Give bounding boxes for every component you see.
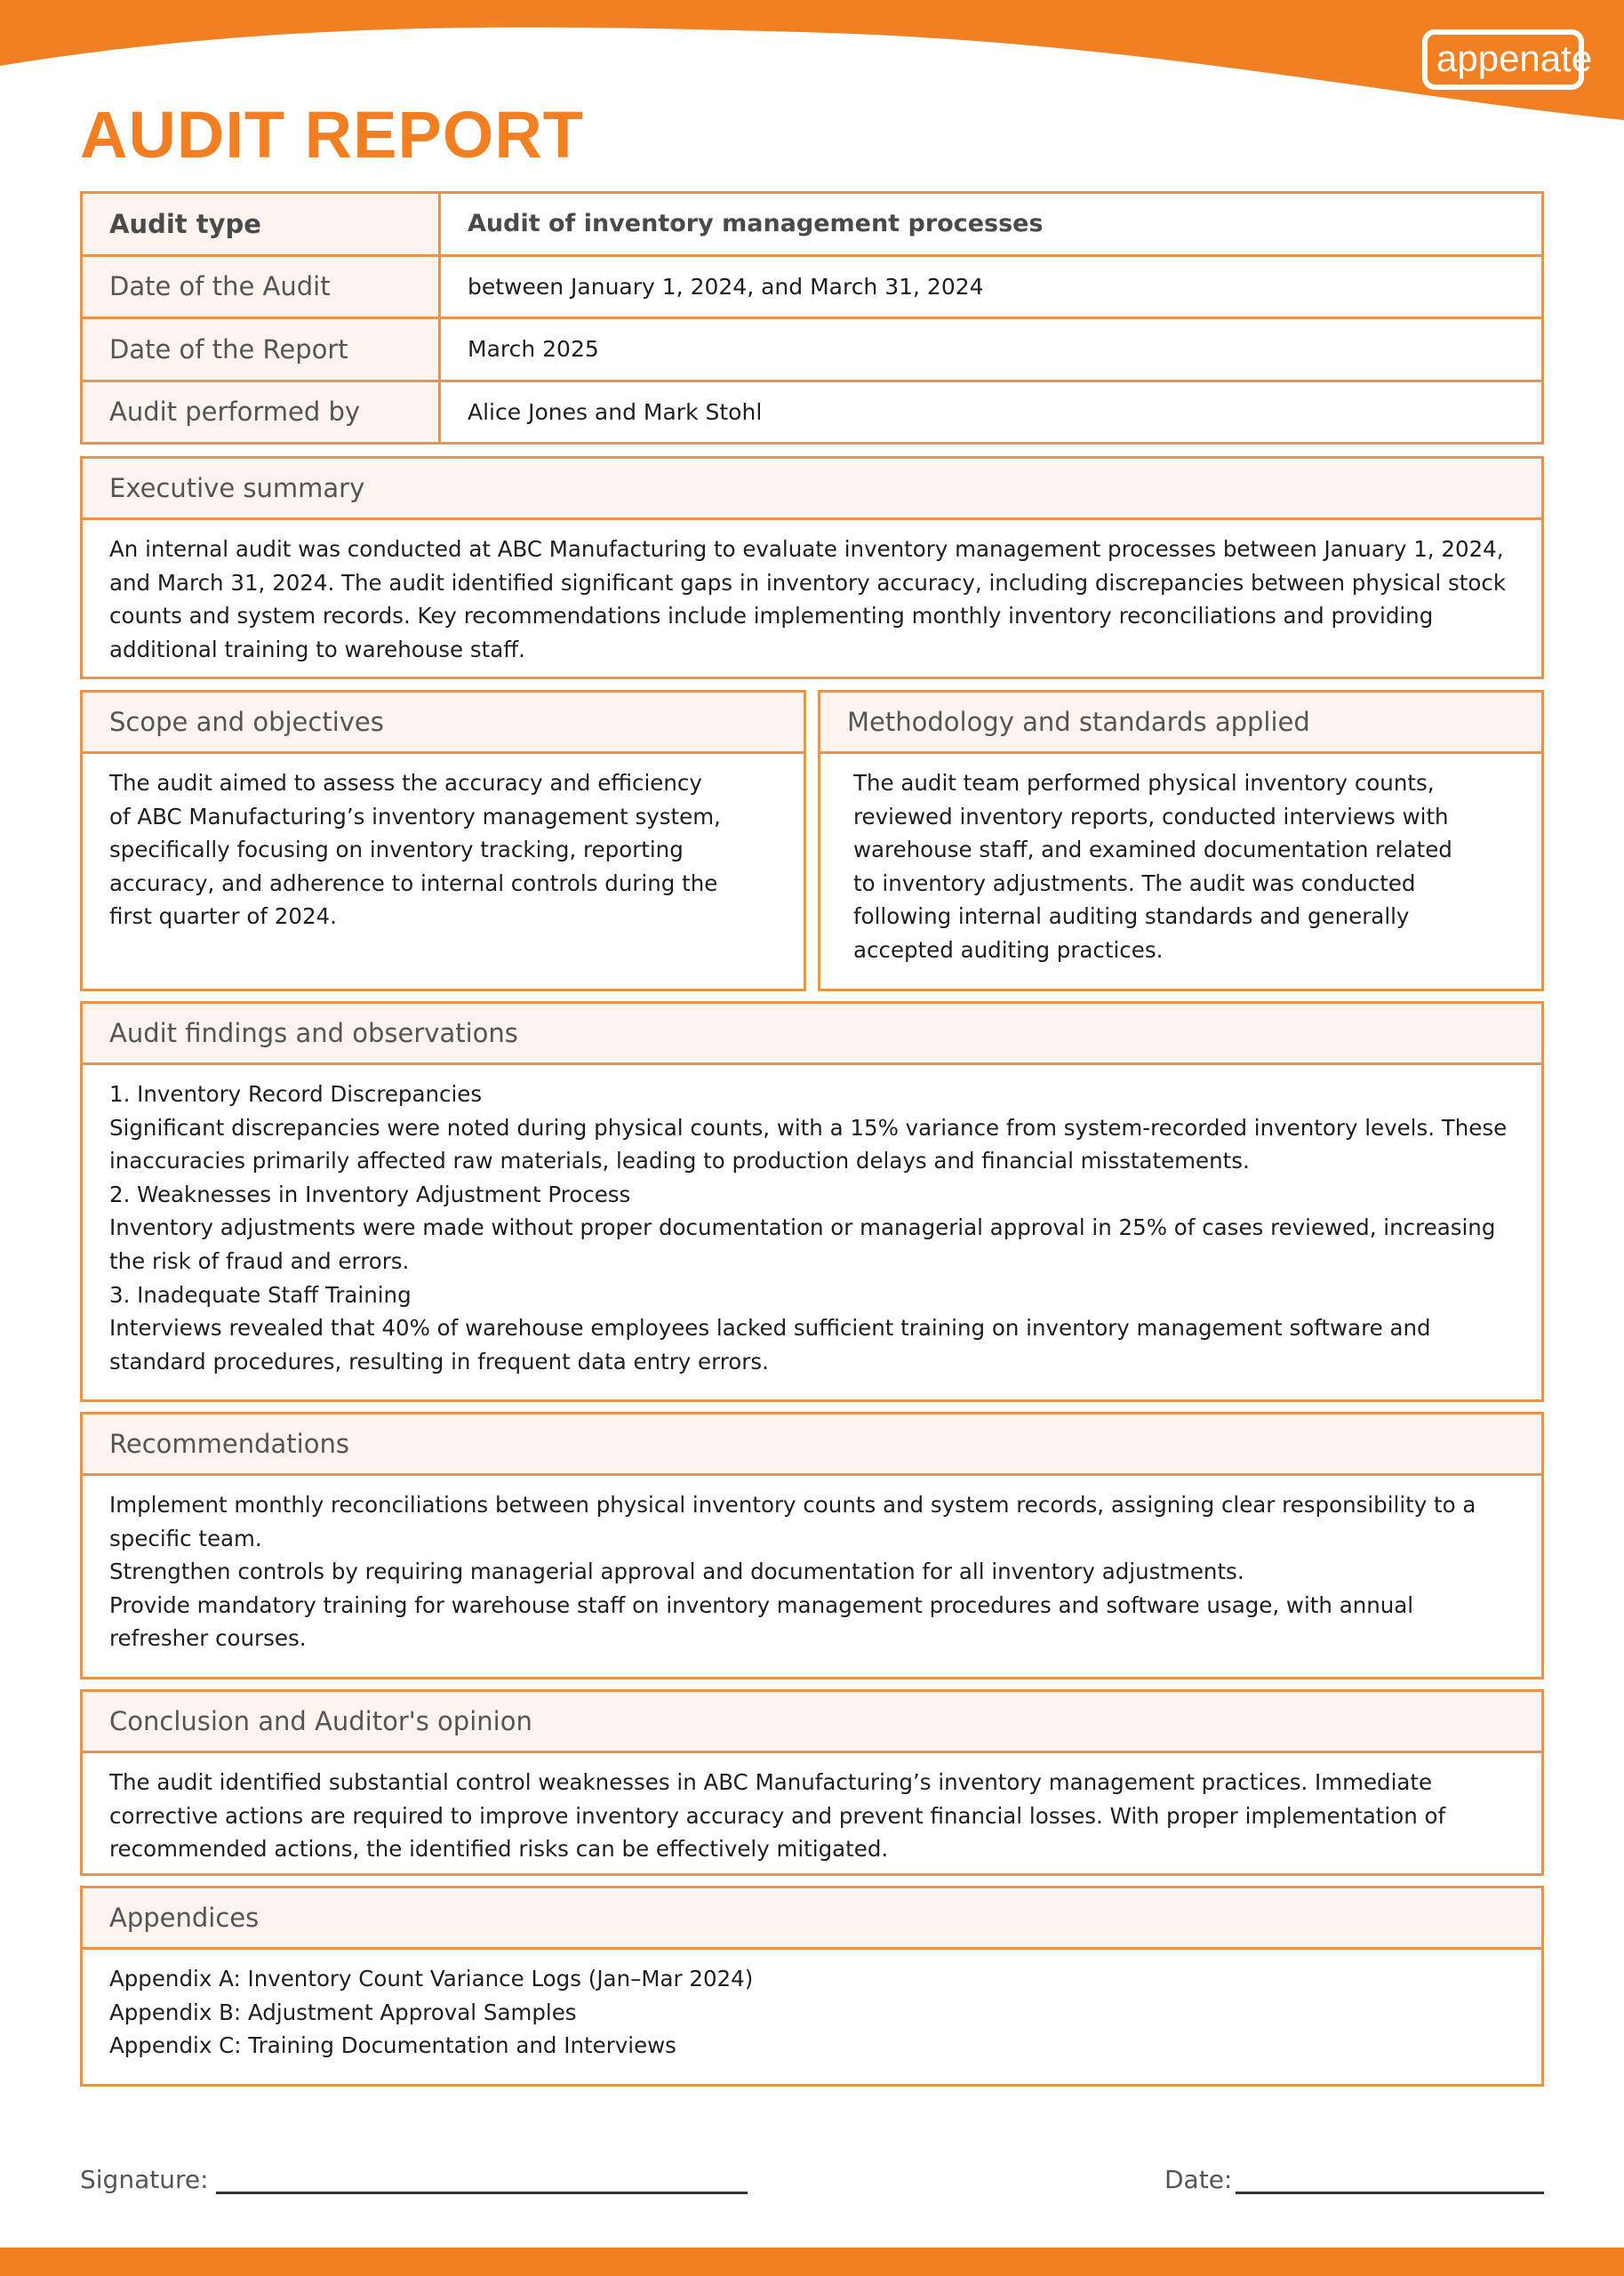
scope-section	[80, 690, 806, 991]
conclusion-text: The audit identified substantial control weaknesses in ABC Manufacturing’s inventory management practices. Immediate corrective actions are required to improve inventory accuracy and prevent financial losses. With proper implementation of recommended actions, the identified risks can be effectively mitigated.	[109, 1769, 1446, 1863]
info-value: March 2025	[468, 336, 599, 363]
appenate-logo: appenate	[1422, 29, 1584, 90]
info-label: Audit performed by	[83, 382, 441, 443]
signature-label: Signature:	[80, 2165, 209, 2194]
recommendation-item: Provide mandatory training for warehouse staff on inventory management procedures and software usage, with annual refresher courses.	[109, 1591, 1414, 1652]
appendix-item: Appendix C: Training Documentation and Interviews	[109, 2032, 676, 2059]
footer-bar	[0, 2248, 1624, 2276]
appendix-item: Appendix B: Adjustment Approval Samples	[109, 1999, 577, 2025]
info-row-report-date	[83, 317, 1541, 380]
info-value: between January 1, 2024, and March 31, 2024	[468, 273, 984, 300]
signature-line[interactable]	[216, 2162, 748, 2194]
info-row-audit-type	[83, 194, 1541, 254]
finding-title: 2. Weaknesses in Inventory Adjustment Process	[109, 1181, 631, 1207]
info-row-audit-date	[83, 254, 1541, 317]
finding-text: Inventory adjustments were made without proper documentation or managerial approval in 25% of cases reviewed, increasing the risk of fraud and errors.	[109, 1214, 1496, 1274]
findings-body	[83, 1065, 1541, 1378]
date-label: Date:	[1164, 2165, 1233, 2194]
finding-title: 1. Inventory Record Discrepancies	[109, 1081, 483, 1107]
finding-text: Significant discrepancies were noted during physical counts, with a 15% variance from system-recorded inventory levels. These inaccuracies primarily affected raw materials, leading to production delays and financial misstatements.	[109, 1114, 1508, 1174]
signature-field[interactable]	[80, 2162, 748, 2194]
scope-text: The audit aimed to assess the accuracy and efficiency of ABC Manufacturing’s inventory management system, specifically focusing on inventory tracking, reporting accuracy, and adherence to internal controls during the first quarter of 2024.	[109, 770, 721, 930]
executive-summary-text: An internal audit was conducted at ABC Manufacturing to evaluate inventory management processes between January 1, 2024, and March 31, 2024. The audit identified significant gaps in inventory accuracy, including discrepancies between physical stock counts and system records. Key recommendations include implementing monthly inventory reconciliations and providing additional training to warehouse staff.	[109, 536, 1507, 662]
finding-title: 3. Inadequate Staff Training	[109, 1281, 412, 1308]
conclusion-section	[80, 1689, 1544, 1876]
recommendation-item: Implement monthly reconciliations between physical inventory counts and system records, assigning clear responsibility to a specific team.	[109, 1492, 1476, 1551]
info-label: Audit type	[83, 194, 441, 254]
section-heading: Executive summary	[83, 459, 1541, 520]
recommendations-section	[80, 1412, 1544, 1679]
findings-section	[80, 1001, 1544, 1402]
section-heading: Scope and objectives	[83, 693, 804, 754]
methodology-text: The audit team performed physical inventory counts, reviewed inventory reports, conducted interviews with warehouse staff, and examined documentation related to inventory adjustments. The audit was conducted following internal auditing standards and generally accepted auditing practices.	[853, 770, 1452, 963]
date-line[interactable]	[1236, 2162, 1544, 2194]
info-value: Alice Jones and Mark Stohl	[468, 398, 763, 425]
info-label: Date of the Report	[83, 319, 441, 380]
section-heading: Methodology and standards applied	[820, 693, 1541, 754]
info-value: Audit of inventory management processes	[468, 210, 1044, 238]
date-field[interactable]	[1164, 2162, 1544, 2194]
section-heading: Audit findings and observations	[83, 1004, 1541, 1065]
appendices-body	[83, 1950, 1541, 2063]
info-row-performed-by	[83, 380, 1541, 443]
section-heading: Appendices	[83, 1888, 1541, 1950]
appendix-item: Appendix A: Inventory Count Variance Logs (Jan–Mar 2024)	[109, 1966, 754, 1992]
appendices-section	[80, 1886, 1544, 2087]
recommendations-body	[83, 1476, 1541, 1655]
audit-info-table	[80, 191, 1544, 445]
recommendation-item: Strengthen controls by requiring managerial approval and documentation for all inventory adjustments.	[109, 1559, 1244, 1585]
section-heading: Conclusion and Auditor's opinion	[83, 1692, 1541, 1753]
executive-summary-section	[80, 456, 1544, 679]
section-heading: Recommendations	[83, 1414, 1541, 1476]
page-title: AUDIT REPORT	[80, 98, 584, 172]
methodology-section	[818, 690, 1544, 991]
finding-text: Interviews revealed that 40% of warehouse employees lacked sufficient training on inventory management software and standard procedures, resulting in frequent data entry errors.	[109, 1315, 1431, 1374]
info-label: Date of the Audit	[83, 257, 441, 317]
